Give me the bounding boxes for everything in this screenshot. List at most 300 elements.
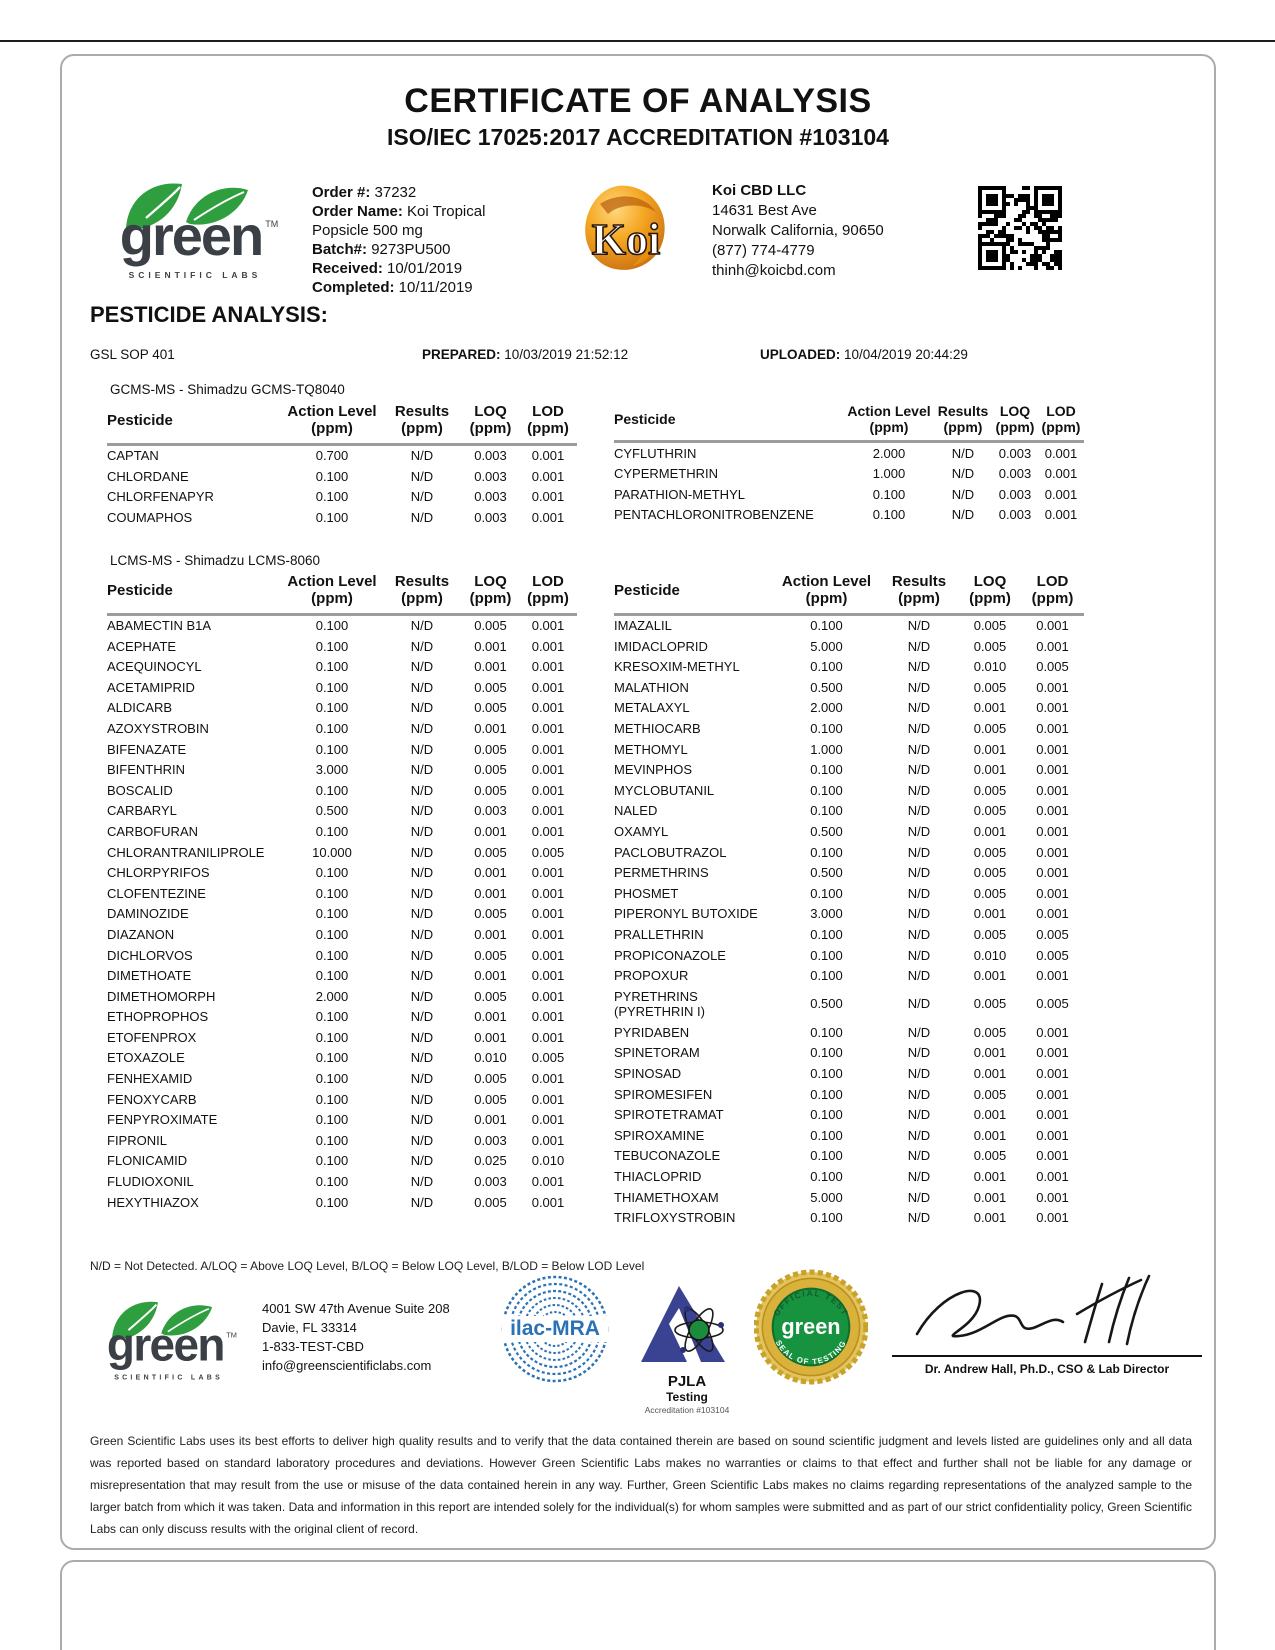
value-cell: N/D: [951, 507, 975, 523]
value-cell: 0.005: [531, 1050, 565, 1066]
pjla-sub: Testing: [666, 1390, 708, 1404]
table-row: [107, 945, 577, 966]
pesticide-name: DIMETHOATE: [107, 968, 192, 984]
value-cell: 0.001: [474, 865, 507, 881]
value-cell: N/D: [907, 1066, 931, 1082]
order-name-line: Order Name: Koi Tropical Popsicle 500 mg: [312, 203, 486, 239]
table-row: [107, 636, 577, 657]
value-cell: 0.500: [315, 803, 349, 819]
brand-wordmark: green: [106, 1318, 224, 1371]
pesticide-name: PIPERONYL BUTOXIDE: [614, 906, 758, 922]
value-cell: 0.005: [973, 1148, 1007, 1164]
value-cell: 0.001: [1036, 679, 1069, 695]
value-cell: 0.100: [315, 659, 349, 675]
value-cell: N/D: [410, 741, 434, 757]
table-row: [614, 698, 1084, 719]
value-cell: N/D: [410, 947, 434, 963]
value-cell: 0.100: [810, 1024, 843, 1040]
value-cell: 0.001: [1036, 720, 1069, 736]
pesticide-name: FLUDIOXONIL: [107, 1174, 194, 1190]
value-cell: 0.500: [810, 823, 843, 839]
pesticide-name: ACEPHATE: [107, 638, 177, 654]
value-cell: 0.010: [531, 1153, 565, 1169]
value-cell: N/D: [951, 445, 975, 461]
value-cell: 0.025: [474, 1153, 507, 1169]
value-cell: 0.001: [531, 489, 565, 505]
value-cell: N/D: [907, 638, 931, 654]
value-cell: 0.005: [973, 844, 1007, 860]
completed-line: Completed: 10/11/2019: [312, 279, 473, 296]
value-cell: 0.001: [1036, 865, 1069, 881]
value-cell: N/D: [410, 762, 434, 778]
table-row: [107, 801, 577, 822]
pesticide-name: METHIOCARB: [614, 720, 701, 736]
value-cell: 0.001: [531, 448, 565, 463]
seal-bottom-text: SEAL OF TESTING: [773, 1338, 849, 1367]
table-row: [614, 739, 1084, 760]
pesticide-name: DIMETHOMORPH: [107, 988, 216, 1004]
value-cell: 0.001: [531, 782, 565, 798]
table-row: [614, 636, 1084, 657]
value-cell: 0.001: [973, 1045, 1007, 1061]
value-cell: 0.001: [973, 1210, 1007, 1226]
col-header: Pesticide: [107, 571, 282, 614]
value-cell: N/D: [951, 486, 975, 502]
value-cell: N/D: [410, 1071, 434, 1087]
value-cell: 0.100: [810, 1210, 843, 1226]
value-cell: N/D: [907, 844, 931, 860]
value-cell: 0.005: [973, 803, 1007, 819]
value-cell: 0.500: [810, 679, 843, 695]
koi-wordmark: Koi: [591, 215, 661, 264]
pesticide-name: CHLORFENAPYR: [107, 489, 214, 505]
client-phone: (877) 774-4779: [712, 242, 815, 259]
client-address-2: Norwalk California, 90650: [712, 222, 884, 239]
pesticide-name: IMAZALIL: [614, 618, 672, 633]
value-cell: 0.100: [810, 1148, 843, 1164]
value-cell: 0.005: [474, 700, 507, 716]
pesticide-name: SPINOSAD: [614, 1066, 682, 1082]
col-header: Action Level (ppm): [844, 401, 934, 442]
pesticide-name: SPIROMESIFEN: [614, 1086, 713, 1102]
lab-email: info@greenscientificlabs.com: [262, 1358, 432, 1373]
col-header: LOQ (ppm): [992, 401, 1038, 442]
value-cell: 0.001: [531, 947, 565, 963]
value-cell: 0.005: [973, 1024, 1007, 1040]
value-cell: N/D: [907, 865, 931, 881]
value-cell: N/D: [907, 1169, 931, 1185]
pesticide-name: CYPERMETHRIN: [614, 466, 719, 482]
value-cell: N/D: [907, 885, 931, 901]
pesticide-name: BIFENAZATE: [107, 741, 187, 757]
value-cell: 0.001: [1036, 1210, 1069, 1226]
brand-wordmark: green: [119, 204, 263, 267]
value-cell: 0.100: [315, 926, 349, 942]
value-cell: 0.001: [1036, 782, 1069, 798]
value-cell: 0.003: [998, 486, 1032, 502]
pesticide-name: PYRIDABEN: [614, 1024, 690, 1040]
brand-tagline: SCIENTIFIC LABS: [128, 270, 262, 280]
value-cell: 0.100: [315, 741, 349, 757]
value-cell: N/D: [410, 638, 434, 654]
table-row: [107, 1192, 577, 1213]
pesticide-name: NALED: [614, 803, 658, 819]
value-cell: 0.005: [1036, 926, 1069, 942]
value-cell: N/D: [410, 1174, 434, 1190]
pesticide-name: FENHEXAMID: [107, 1071, 193, 1087]
table-row: [107, 1007, 577, 1028]
value-cell: N/D: [410, 659, 434, 675]
prepared-timestamp: PREPARED: 10/03/2019 21:52:12: [422, 347, 629, 362]
value-cell: 0.001: [531, 509, 565, 525]
table-row: [107, 698, 577, 719]
value-cell: 0.100: [315, 679, 349, 695]
table-row: [107, 507, 577, 528]
value-cell: 0.001: [1036, 1107, 1069, 1123]
table-row: [107, 466, 577, 487]
table-row: [614, 945, 1084, 966]
col-header: Action Level (ppm): [282, 571, 382, 614]
value-cell: 10.000: [312, 844, 352, 860]
value-cell: 0.100: [810, 947, 843, 963]
table-row: [614, 677, 1084, 698]
value-cell: N/D: [907, 762, 931, 778]
value-cell: N/D: [907, 996, 931, 1012]
table-row: [107, 760, 577, 781]
value-cell: N/D: [907, 926, 931, 942]
pesticide-name: SPIROTETRAMAT: [614, 1107, 724, 1123]
col-header: LOD (ppm): [519, 571, 577, 614]
value-cell: 0.100: [315, 1153, 349, 1169]
value-cell: 0.001: [1036, 1066, 1069, 1082]
table-row: [614, 484, 1084, 505]
value-cell: 0.100: [315, 1194, 349, 1210]
value-cell: 0.001: [1044, 507, 1078, 523]
value-cell: 0.100: [315, 1029, 349, 1045]
lcms-right-table: [614, 571, 1084, 1228]
value-cell: 2.000: [872, 445, 906, 461]
value-cell: 2.000: [810, 700, 843, 716]
value-cell: 3.000: [810, 906, 843, 922]
value-cell: N/D: [907, 1210, 931, 1226]
pesticide-name: COUMAPHOS: [107, 509, 193, 525]
table-row: [107, 1151, 577, 1172]
value-cell: 0.001: [1036, 741, 1069, 757]
value-cell: 0.100: [315, 1174, 349, 1190]
value-cell: 0.100: [315, 700, 349, 716]
value-cell: N/D: [410, 1132, 434, 1148]
table-row: [614, 464, 1084, 485]
value-cell: 0.005: [474, 988, 507, 1004]
value-cell: 0.005: [474, 618, 507, 633]
table-row: [107, 739, 577, 760]
table-row: [614, 842, 1084, 863]
pesticide-name: FLONICAMID: [107, 1153, 188, 1169]
value-cell: 0.001: [531, 885, 565, 901]
value-cell: 0.700: [315, 448, 349, 463]
pesticide-name: CARBOFURAN: [107, 823, 199, 839]
value-cell: N/D: [410, 844, 434, 860]
value-cell: 0.003: [474, 803, 507, 819]
value-cell: 0.100: [315, 865, 349, 881]
col-header: Results (ppm): [382, 401, 462, 444]
value-cell: 0.001: [1036, 803, 1069, 819]
page-title: CERTIFICATE OF ANALYSIS: [404, 82, 872, 120]
pesticide-name: MALATHION: [614, 679, 689, 695]
table-row: [614, 1187, 1084, 1208]
value-cell: 0.001: [531, 803, 565, 819]
value-cell: N/D: [907, 1148, 931, 1164]
value-cell: 0.001: [531, 906, 565, 922]
table-row: [107, 487, 577, 508]
value-cell: N/D: [410, 1009, 434, 1025]
trademark-symbol: TM: [226, 1330, 237, 1340]
value-cell: 0.005: [531, 844, 565, 860]
value-cell: 0.100: [315, 1071, 349, 1087]
value-cell: N/D: [907, 720, 931, 736]
value-cell: 0.005: [973, 996, 1007, 1012]
header-row: [614, 571, 1084, 614]
green-scientific-labs-logo: [104, 174, 294, 292]
value-cell: N/D: [410, 865, 434, 881]
value-cell: 0.005: [1036, 947, 1069, 963]
pesticide-name: PROPICONAZOLE: [614, 947, 726, 963]
lcms-left-table: [107, 571, 577, 1213]
value-cell: 0.005: [973, 926, 1007, 942]
table-row: [614, 1208, 1084, 1229]
value-cell: 0.001: [531, 618, 565, 633]
table-row: [107, 924, 577, 945]
value-cell: 0.003: [474, 489, 507, 505]
value-cell: N/D: [410, 1091, 434, 1107]
value-cell: 0.001: [474, 720, 507, 736]
value-cell: N/D: [907, 618, 931, 633]
value-cell: 0.001: [531, 659, 565, 675]
pesticide-name: PERMETHRINS: [614, 865, 709, 881]
table-row: [107, 821, 577, 842]
value-cell: 0.001: [1036, 1189, 1069, 1205]
value-cell: 0.001: [1036, 638, 1069, 654]
pesticide-name: BOSCALID: [107, 782, 173, 798]
value-cell: 0.001: [474, 1029, 507, 1045]
client-email: thinh@koicbd.com: [712, 262, 836, 279]
pesticide-name: DICHLORVOS: [107, 947, 193, 963]
value-cell: 0.001: [531, 1091, 565, 1107]
pesticide-name: TEBUCONAZOLE: [614, 1148, 721, 1164]
value-cell: 0.001: [973, 1127, 1007, 1143]
gcms-instrument-label: GCMS-MS - Shimadzu GCMS-TQ8040: [110, 382, 345, 397]
table-row: [614, 1167, 1084, 1188]
table-row: [107, 657, 577, 678]
table-row: [614, 1105, 1084, 1126]
pjla-triangle-atom-icon: [637, 1282, 737, 1366]
value-cell: 0.100: [810, 1045, 843, 1061]
value-cell: 5.000: [810, 1189, 843, 1205]
value-cell: 0.100: [810, 1086, 843, 1102]
value-cell: 0.001: [474, 926, 507, 942]
value-cell: 0.100: [315, 906, 349, 922]
value-cell: N/D: [410, 720, 434, 736]
value-cell: N/D: [410, 618, 434, 633]
value-cell: N/D: [907, 1045, 931, 1061]
value-cell: N/D: [907, 1127, 931, 1143]
value-cell: 0.005: [973, 720, 1007, 736]
table-row: [614, 966, 1084, 987]
pesticide-name: PACLOBUTRAZOL: [614, 844, 727, 860]
value-cell: 0.100: [810, 926, 843, 942]
order-info: [312, 183, 517, 297]
value-cell: 0.500: [810, 865, 843, 881]
value-cell: 0.001: [531, 700, 565, 716]
pesticide-name: OXAMYL: [614, 823, 669, 839]
pesticide-name: THIAMETHOXAM: [614, 1189, 719, 1205]
value-cell: N/D: [410, 885, 434, 901]
value-cell: 0.100: [810, 1127, 843, 1143]
value-cell: 0.100: [315, 509, 349, 525]
value-cell: 0.100: [315, 618, 349, 633]
value-cell: N/D: [410, 988, 434, 1004]
value-cell: 0.010: [973, 659, 1007, 675]
pesticide-name: MYCLOBUTANIL: [614, 782, 715, 798]
table-row: [107, 842, 577, 863]
value-cell: 0.100: [315, 947, 349, 963]
table-row: [614, 924, 1084, 945]
table-row: [614, 1084, 1084, 1105]
seal-brand-text: green: [781, 1314, 841, 1340]
value-cell: 0.001: [1036, 1024, 1069, 1040]
value-cell: 5.000: [810, 638, 843, 654]
value-cell: N/D: [410, 1029, 434, 1045]
pesticide-name: CHLORDANE: [107, 468, 189, 484]
value-cell: 0.001: [474, 823, 507, 839]
client-address-1: 14631 Best Ave: [712, 202, 817, 219]
value-cell: 0.100: [315, 638, 349, 654]
value-cell: 0.100: [315, 720, 349, 736]
pesticide-name: METALAXYL: [614, 700, 690, 716]
table-row: [614, 1022, 1084, 1043]
value-cell: 0.005: [1036, 659, 1069, 675]
value-cell: N/D: [410, 1194, 434, 1210]
pjla-accreditation-number: Accreditation #103104: [644, 1405, 730, 1415]
value-cell: 0.005: [973, 679, 1007, 695]
pesticide-name: DAMINOZIDE: [107, 906, 189, 922]
value-cell: 0.001: [531, 638, 565, 654]
table-row: [107, 780, 577, 801]
pesticide-name: ACETAMIPRID: [107, 679, 195, 695]
lab-address: [262, 1299, 450, 1375]
pesticide-name: THIACLOPRID: [614, 1169, 702, 1185]
value-cell: 0.001: [531, 741, 565, 757]
value-cell: N/D: [907, 968, 931, 984]
value-cell: 0.100: [315, 968, 349, 984]
value-cell: 0.005: [474, 679, 507, 695]
pesticide-name: METHOMYL: [614, 741, 688, 757]
gcms-right-table: [614, 401, 1084, 526]
pesticide-name: CHLORPYRIFOS: [107, 865, 210, 881]
value-cell: 0.001: [474, 1009, 507, 1025]
table-row: [107, 1110, 577, 1131]
results-legend: N/D = Not Detected. A/LOQ = Above LOQ Level, B/LOQ = Below LOQ Level, B/LOD = Below LOD Level: [90, 1259, 645, 1273]
col-header: Pesticide: [107, 401, 282, 444]
certificate-frame: [60, 54, 1216, 1550]
seal-top-text: OFFICIAL TEST: [772, 1288, 850, 1318]
lab-address-1: 4001 SW 47th Avenue Suite 208: [262, 1301, 450, 1316]
section-heading: PESTICIDE ANALYSIS:: [90, 302, 328, 327]
value-cell: N/D: [907, 1107, 931, 1123]
value-cell: 0.001: [531, 1174, 565, 1190]
brand-tagline: SCIENTIFIC LABS: [114, 1372, 224, 1381]
table-row: [614, 904, 1084, 925]
pesticide-name: ALDICARB: [107, 700, 173, 716]
value-cell: 0.001: [531, 762, 565, 778]
value-cell: N/D: [410, 968, 434, 984]
pesticide-name: PARATHION-METHYL: [614, 486, 745, 502]
value-cell: 0.100: [810, 1169, 843, 1185]
value-cell: 0.001: [531, 968, 565, 984]
value-cell: 0.001: [1036, 762, 1069, 778]
value-cell: 0.005: [1036, 996, 1069, 1012]
header-row: [107, 571, 577, 614]
sop-reference: GSL SOP 401: [90, 347, 175, 362]
pesticide-name: PENTACHLORONITROBENZENE: [614, 507, 814, 523]
col-header: Results (ppm): [934, 401, 992, 442]
pesticide-name: PYRETHRINS (PYRETHRIN I): [614, 988, 705, 1020]
value-cell: 0.100: [315, 468, 349, 484]
value-cell: 0.005: [973, 782, 1007, 798]
value-cell: 0.005: [973, 865, 1007, 881]
value-cell: N/D: [907, 659, 931, 675]
value-cell: 0.100: [315, 1112, 349, 1128]
table-row: [107, 1069, 577, 1090]
table-row: [107, 1027, 577, 1048]
value-cell: N/D: [907, 1024, 931, 1040]
value-cell: 0.001: [531, 1112, 565, 1128]
value-cell: N/D: [907, 823, 931, 839]
page-top-rule: [0, 40, 1275, 42]
pesticide-name: AZOXYSTROBIN: [107, 720, 209, 736]
value-cell: 0.001: [973, 823, 1007, 839]
value-cell: 0.001: [531, 1009, 565, 1025]
value-cell: 0.001: [531, 679, 565, 695]
pesticide-name: ETOXAZOLE: [107, 1050, 185, 1066]
value-cell: 0.001: [531, 468, 565, 484]
table-row: [614, 801, 1084, 822]
batch-line: Batch#: 9273PU500: [312, 241, 451, 258]
value-cell: 1.000: [872, 466, 906, 482]
table-row: [107, 444, 577, 466]
value-cell: 0.001: [1036, 968, 1069, 984]
value-cell: 0.100: [315, 1132, 349, 1148]
table-row: [107, 904, 577, 925]
value-cell: 0.001: [973, 968, 1007, 984]
qr-code: [978, 186, 1062, 270]
col-header: LOD (ppm): [1021, 571, 1084, 614]
table-row: [107, 883, 577, 904]
value-cell: 0.005: [474, 782, 507, 798]
value-cell: N/D: [907, 700, 931, 716]
col-header: Results (ppm): [879, 571, 959, 614]
ilac-mra-wordmark: ilac-MRA: [510, 1317, 600, 1340]
value-cell: 0.001: [973, 741, 1007, 757]
value-cell: 0.100: [810, 1107, 843, 1123]
value-cell: 0.001: [531, 865, 565, 881]
table-row: [614, 1146, 1084, 1167]
value-cell: N/D: [410, 489, 434, 505]
value-cell: 0.005: [474, 1194, 507, 1210]
value-cell: N/D: [907, 947, 931, 963]
value-cell: 0.005: [474, 844, 507, 860]
value-cell: N/D: [951, 466, 975, 482]
